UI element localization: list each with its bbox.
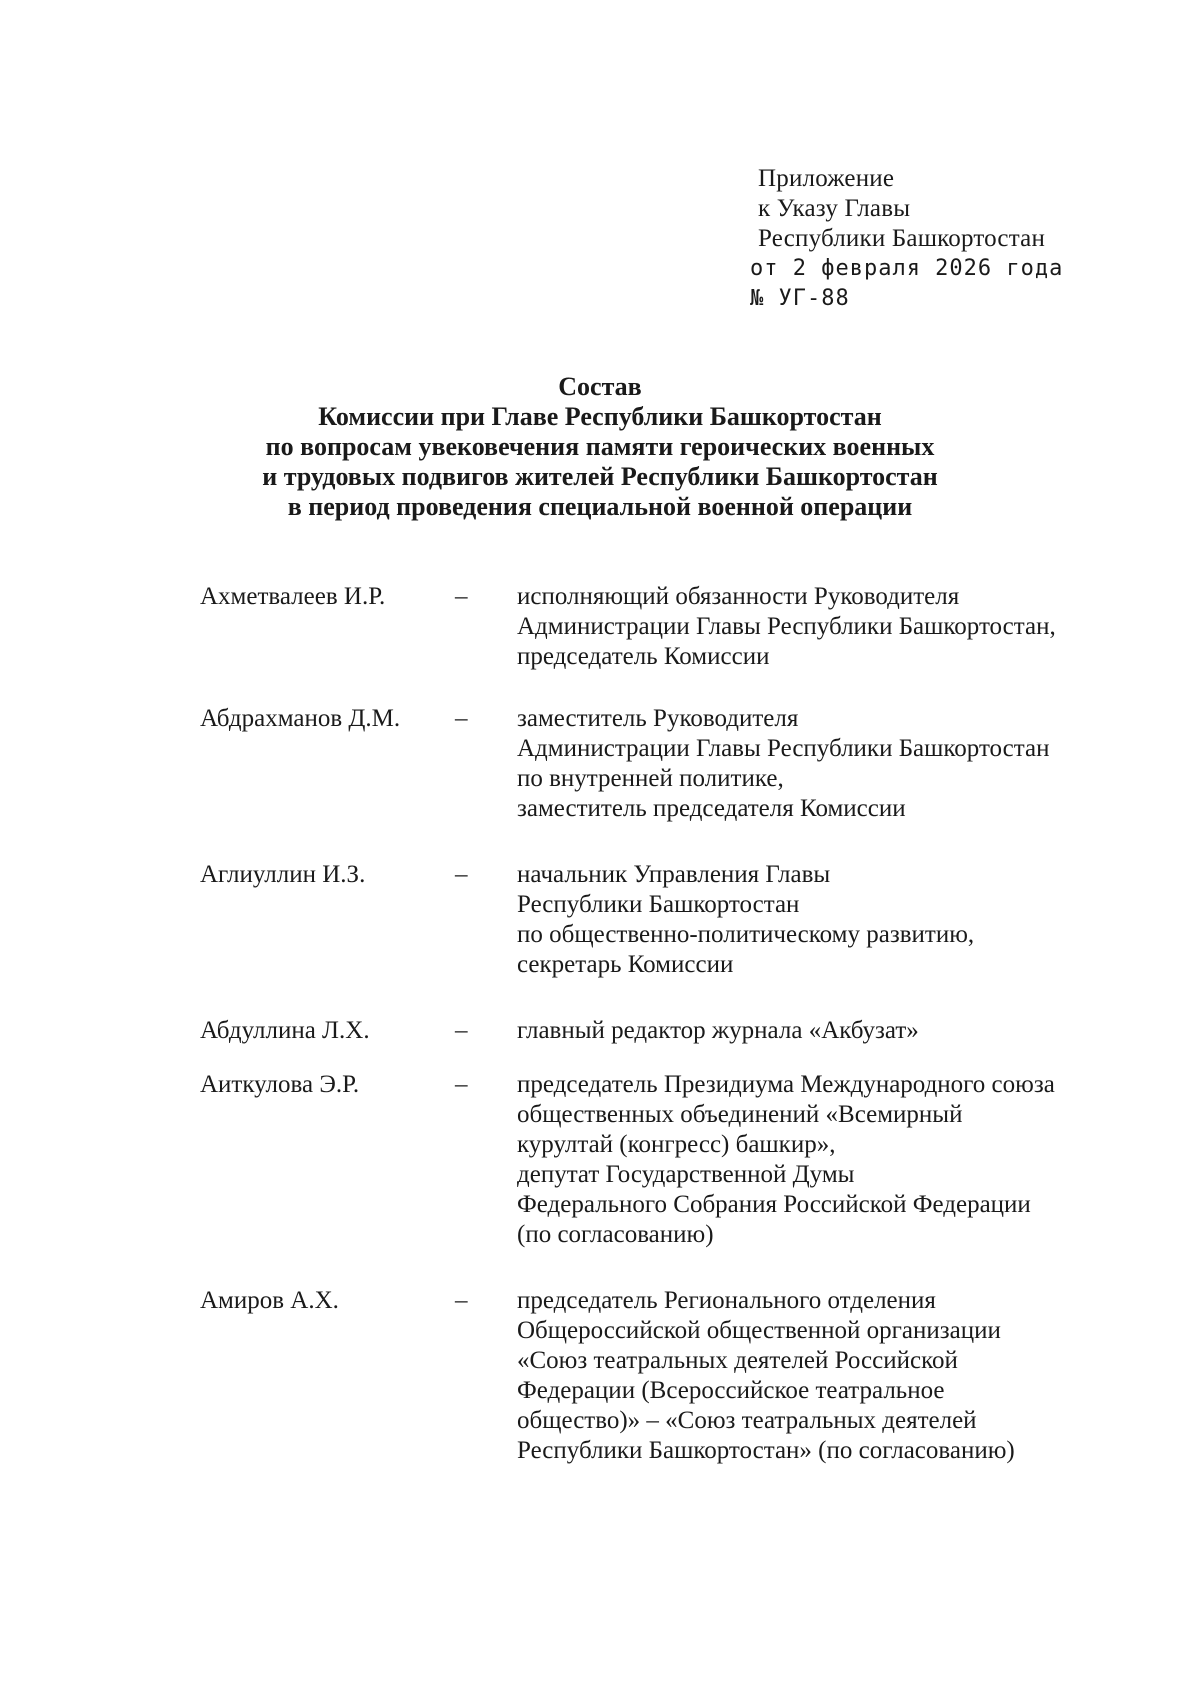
description-line: Республики Башкортостан bbox=[517, 891, 800, 918]
description-line: председатель Комиссии bbox=[517, 643, 770, 670]
description-line: депутат Государственной Думы bbox=[517, 1161, 855, 1188]
member-description bbox=[517, 1286, 1137, 1466]
title-line: и трудовых подвигов жителей Республики Башкортостан bbox=[262, 462, 938, 491]
annex-line: к Указу Главы bbox=[758, 195, 911, 222]
member-name: Ахметвалеев И.Р. bbox=[200, 583, 386, 610]
annex-block bbox=[750, 164, 1064, 314]
member-row bbox=[200, 860, 1160, 980]
description-line: курултай (конгресс) башкир», bbox=[517, 1131, 836, 1158]
member-description bbox=[517, 1070, 1137, 1250]
member-description bbox=[517, 1016, 1137, 1046]
member-name: Амиров А.Х. bbox=[200, 1287, 339, 1314]
member-name: Абдуллина Л.Х. bbox=[200, 1017, 370, 1044]
description-line: секретарь Комиссии bbox=[517, 951, 734, 978]
description-line: «Союз театральных деятелей Российской bbox=[517, 1347, 958, 1374]
member-row bbox=[200, 1286, 1160, 1466]
description-line: общественных объединений «Всемирный bbox=[517, 1101, 963, 1128]
title-line: Комиссии при Главе Республики Башкортостан bbox=[318, 402, 882, 431]
description-line: Республики Башкортостан» (по согласованию) bbox=[517, 1437, 1015, 1464]
member-list bbox=[200, 582, 1160, 1466]
description-line: Федерации (Всероссийское театральное bbox=[517, 1377, 945, 1404]
member-description bbox=[517, 582, 1137, 672]
description-line: Администрации Главы Республики Башкортостан, bbox=[517, 613, 1056, 640]
document-title bbox=[0, 372, 1200, 522]
member-dash: – bbox=[455, 583, 468, 610]
member-dash: – bbox=[455, 1287, 468, 1314]
annex-number: № УГ-88 bbox=[750, 286, 850, 311]
annex-line: Приложение bbox=[758, 165, 895, 192]
description-line: заместитель председателя Комиссии bbox=[517, 795, 906, 822]
description-line: по внутренней политике, bbox=[517, 765, 784, 792]
member-description bbox=[517, 704, 1137, 824]
description-line: общество)» – «Союз театральных деятелей bbox=[517, 1407, 977, 1434]
member-row bbox=[200, 582, 1160, 672]
description-line: исполняющий обязанности Руководителя bbox=[517, 583, 960, 610]
member-row bbox=[200, 1070, 1160, 1250]
description-line: председатель Президиума Международного союза bbox=[517, 1071, 1055, 1098]
description-line: по общественно-политическому развитию, bbox=[517, 921, 975, 948]
member-dash: – bbox=[455, 1017, 468, 1044]
title-line: по вопросам увековечения памяти героических военных bbox=[265, 432, 935, 461]
member-dash: – bbox=[455, 1071, 468, 1098]
description-line: председатель Регионального отделения bbox=[517, 1287, 936, 1314]
description-line: главный редактор журнала «Акбузат» bbox=[517, 1017, 919, 1044]
member-name: Аиткулова Э.Р. bbox=[200, 1071, 360, 1098]
description-line: заместитель Руководителя bbox=[517, 705, 799, 732]
member-description bbox=[517, 860, 1137, 980]
description-line: начальник Управления Главы bbox=[517, 861, 831, 888]
member-name: Абдрахманов Д.М. bbox=[200, 705, 401, 732]
member-dash: – bbox=[455, 861, 468, 888]
description-line: Общероссийской общественной организации bbox=[517, 1317, 1001, 1344]
annex-line: Республики Башкортостан bbox=[758, 225, 1046, 252]
title-line: в период проведения специальной военной операции bbox=[287, 492, 913, 521]
member-row bbox=[200, 704, 1160, 824]
member-row bbox=[200, 1016, 1160, 1046]
member-dash: – bbox=[455, 705, 468, 732]
annex-date: от 2 февраля 2026 года bbox=[750, 256, 1064, 281]
member-name: Аглиуллин И.З. bbox=[200, 861, 366, 888]
description-line: Федерального Собрания Российской Федерации bbox=[517, 1191, 1031, 1218]
title-line: Состав bbox=[558, 372, 642, 401]
description-line: (по согласованию) bbox=[517, 1221, 714, 1248]
description-line: Администрации Главы Республики Башкортостан bbox=[517, 735, 1050, 762]
